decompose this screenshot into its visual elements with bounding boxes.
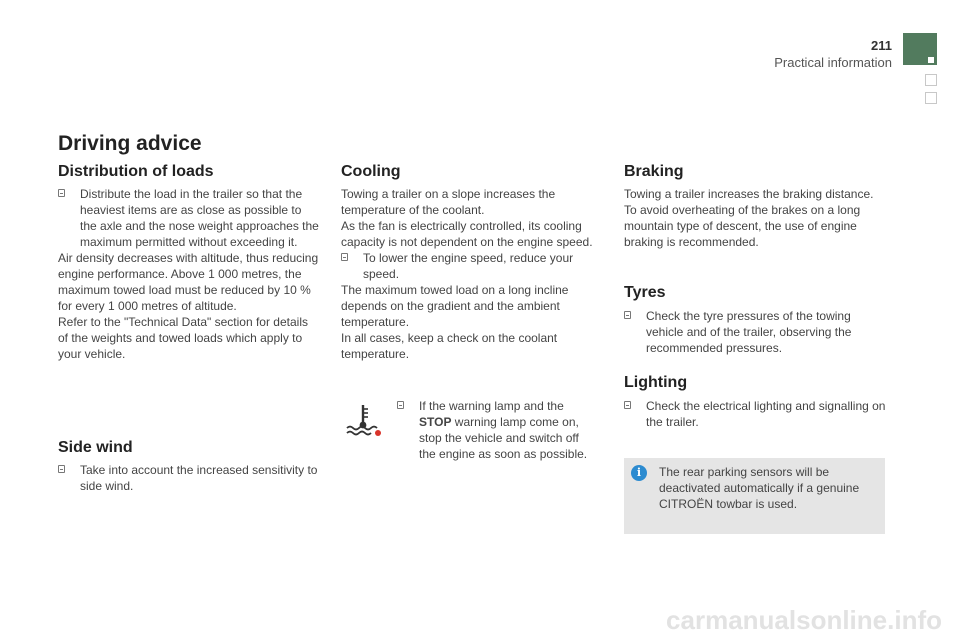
watermark: carmanualsonline.info bbox=[666, 605, 942, 635]
braking-heading: Braking bbox=[624, 163, 684, 180]
cooling-text bbox=[341, 186, 603, 362]
stop-label: STOP bbox=[419, 415, 452, 429]
info-text: The rear parking sensors will be deactivated automatically if a genuine CITROËN towbar is used. bbox=[659, 465, 860, 511]
empty-tab-icon bbox=[925, 74, 937, 86]
list-item bbox=[624, 398, 886, 430]
bullet-icon bbox=[624, 311, 631, 319]
side-wind-bullet: Take into account the increased sensitivity to side wind. bbox=[80, 463, 318, 493]
tyres-text bbox=[624, 308, 886, 356]
distribution-text bbox=[58, 186, 320, 362]
distribution-heading: Distribution of loads bbox=[58, 163, 214, 180]
warning-post: warning lamp come on, stop the vehicle and switch off the engine as soon as possible. bbox=[419, 415, 588, 461]
list-item bbox=[397, 398, 597, 462]
section-tab-icon bbox=[903, 33, 937, 65]
list-item bbox=[58, 462, 320, 494]
coolant-temperature-warning-icon bbox=[344, 402, 382, 438]
section-title: Practical information bbox=[774, 55, 892, 70]
warning-pre: If the warning lamp and the bbox=[419, 399, 564, 413]
cooling-p1: Towing a trailer on a slope increases the temperature of the coolant. bbox=[341, 187, 556, 217]
side-wind-text bbox=[58, 462, 320, 494]
list-item bbox=[624, 308, 886, 356]
braking-p1: Towing a trailer increases the braking distance. bbox=[624, 187, 874, 201]
bullet-icon bbox=[58, 465, 65, 473]
cooling-p3: The maximum towed load on a long incline depends on the gradient and the ambient temperature. bbox=[341, 283, 569, 329]
braking-text bbox=[624, 186, 886, 250]
distribution-p2: Refer to the "Technical Data" section for details of the weights and towed loads which apply to your vehicle. bbox=[58, 315, 308, 361]
list-item bbox=[58, 186, 320, 250]
list-item bbox=[341, 250, 603, 282]
page-number: 211 bbox=[871, 38, 892, 53]
cooling-bullet: To lower the engine speed, reduce your speed. bbox=[363, 251, 574, 281]
tyres-heading: Tyres bbox=[624, 284, 666, 301]
distribution-p1: Air density decreases with altitude, thus reducing engine performance. Above 1 000 metres, the maximum towed load must be reduced by 10 % for every 1 000 metres of altitude. bbox=[58, 251, 319, 313]
lighting-heading: Lighting bbox=[624, 374, 688, 391]
info-box bbox=[624, 458, 885, 534]
info-icon: i bbox=[631, 465, 647, 481]
lighting-bullet: Check the electrical lighting and signalling on the trailer. bbox=[646, 399, 886, 429]
empty-tab-icon bbox=[925, 92, 937, 104]
bullet-icon bbox=[341, 253, 348, 261]
cooling-p2: As the fan is electrically controlled, its cooling capacity is not dependent on the engine speed. bbox=[341, 219, 593, 249]
braking-p2: To avoid overheating of the brakes on a long mountain type of descent, the use of engine braking is recommended. bbox=[624, 203, 861, 249]
lighting-text bbox=[624, 398, 886, 430]
bullet-icon bbox=[58, 189, 65, 197]
side-wind-heading: Side wind bbox=[58, 439, 133, 456]
cooling-heading: Cooling bbox=[341, 163, 401, 180]
page-title: Driving advice bbox=[58, 132, 202, 155]
bullet-icon bbox=[624, 401, 631, 409]
distribution-bullet: Distribute the load in the trailer so that the heaviest items are as close as possible to the axle and the nose weight approaches the maximum permitted without exceeding it. bbox=[80, 187, 319, 249]
bullet-icon bbox=[397, 401, 404, 409]
cooling-p4: In all cases, keep a check on the coolant temperature. bbox=[341, 331, 558, 361]
tyres-bullet: Check the tyre pressures of the towing vehicle and of the trailer, observing the recommended pressures. bbox=[646, 309, 852, 355]
warning-text bbox=[397, 398, 597, 462]
